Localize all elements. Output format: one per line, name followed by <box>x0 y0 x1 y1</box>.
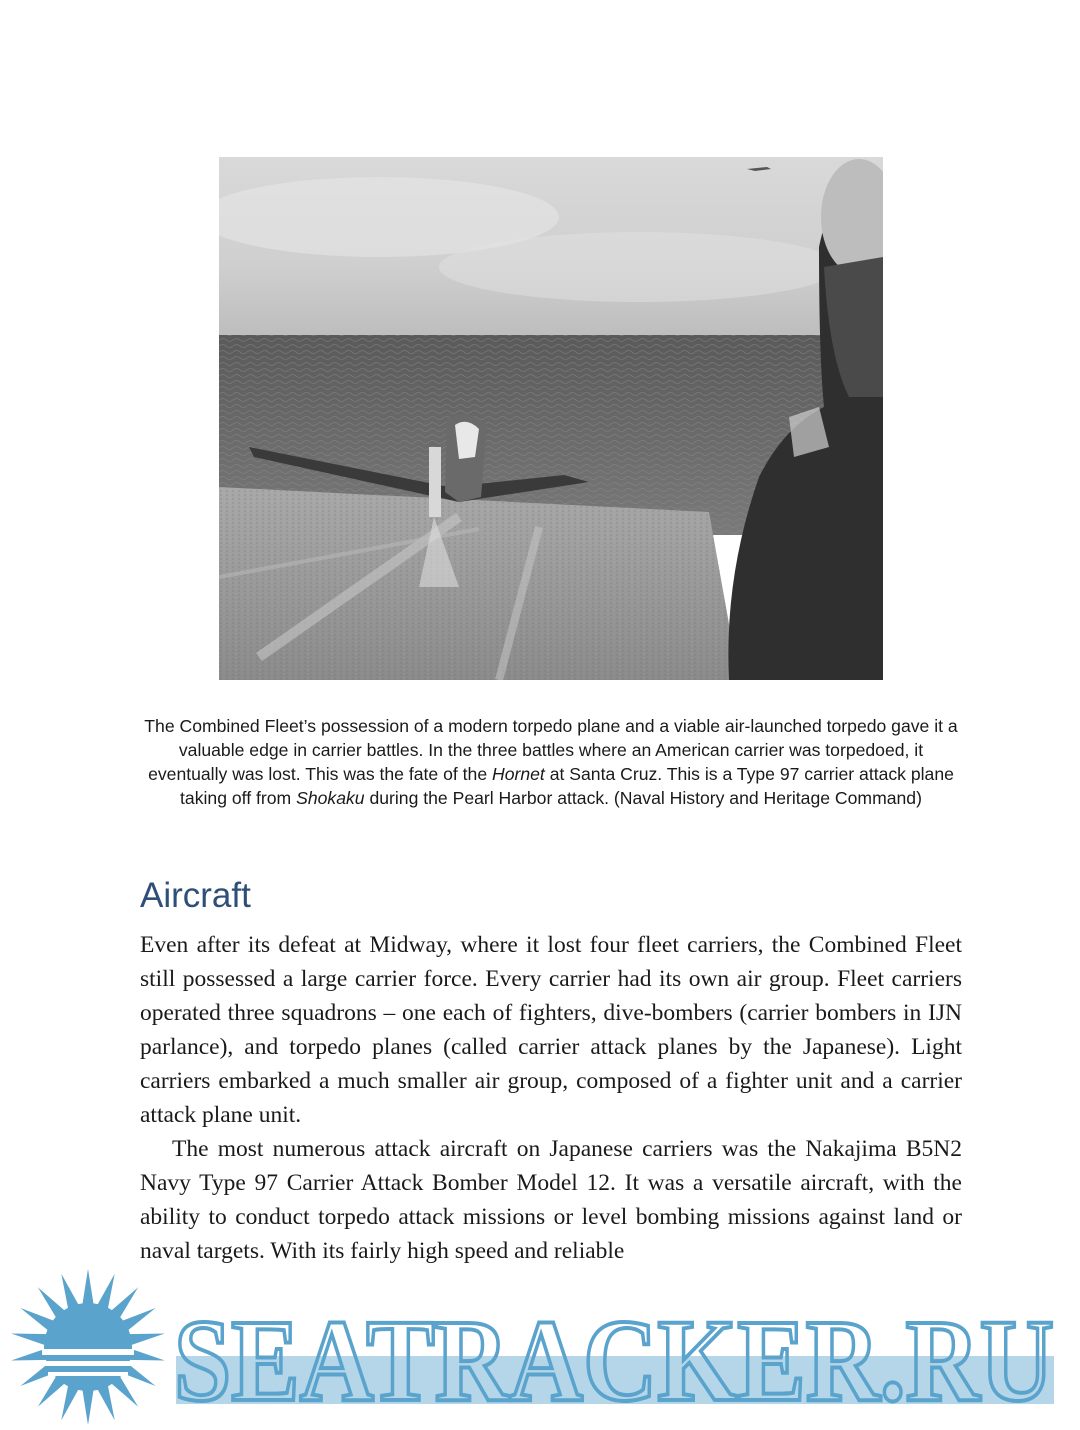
caption-part-1: The Combined Fleet’s possession of a modern torpedo plane and a viable air-launched torpedo gave it a valuable edge in carrier battles. In the three battles where an American carrier was torpedoed, it eventually was lost. This was the fate of the <box>144 716 958 784</box>
photo-caption <box>140 714 962 810</box>
caption-part-3: during the Pearl Harbor attack. (Naval History and Heritage Command) <box>364 788 922 808</box>
section-body <box>140 928 962 1268</box>
caption-ship-shokaku: Shokaku <box>296 788 365 808</box>
watermark-text: SEATRACKER.RU <box>174 1295 1054 1425</box>
body-paragraph: Even after its defeat at Midway, where it lost four fleet carriers, the Combined Fleet still possessed a large carrier force. Every carrier had its own air group. Fleet carriers operated three squadrons – one each of fighters, dive-bombers (carrier bombers in IJN parlance), and torpedo planes (called carrier attack planes by the Japanese). Light carriers embarked a much smaller air group, composed of a fighter unit and a carrier attack plane unit. <box>140 932 962 1128</box>
sun-logo-icon <box>10 1269 166 1425</box>
body-paragraph: The most numerous attack aircraft on Japanese carriers was the Nakajima B5N2 Navy Type 97 Carrier Attack Bomber Model 12. It was a versatile aircraft, with the ability to conduct torpedo attack missions or level bombing missions against land or naval targets. With its fairly high speed and reliable <box>140 1136 962 1264</box>
seatracker-watermark <box>0 1262 1080 1425</box>
section-heading: Aircraft <box>140 876 251 915</box>
carrier-takeoff-photo <box>219 157 883 680</box>
caption-ship-hornet: Hornet <box>492 764 545 784</box>
caption-part-2: at Santa Cruz. This is a Type 97 carrier attack plane taking off from <box>180 764 954 808</box>
